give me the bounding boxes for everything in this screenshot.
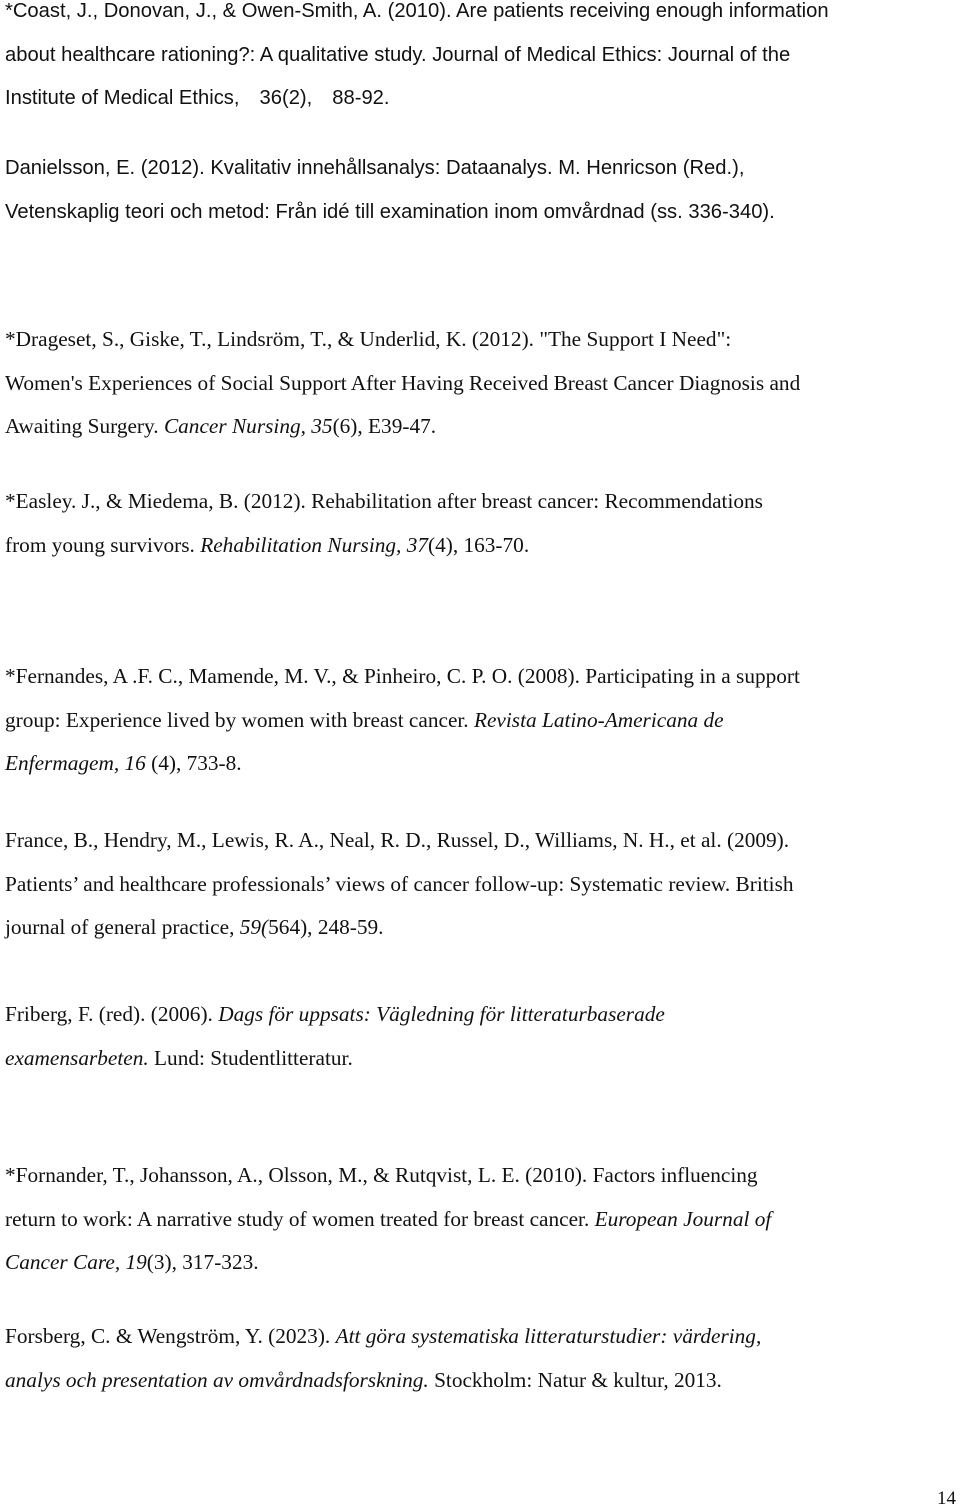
- reference-line: *Fernandes, A .F. C., Mamende, M. V., & Pinheiro, C. P. O. (2008). Participating in a support: [5, 664, 800, 688]
- reference-drageset: [5, 318, 960, 449]
- publisher: Stockholm: Natur & kultur, 2013.: [434, 1367, 722, 1392]
- journal-title: Rehabilitation Nursing, 37: [200, 532, 428, 557]
- journal-volume: 59(: [239, 915, 269, 939]
- reference-line: [5, 993, 960, 1037]
- reference-line: [5, 906, 960, 950]
- reference-fernandes: [5, 655, 960, 786]
- book-title: Dags för uppsats: Vägledning för litteraturbaserade: [218, 1002, 665, 1026]
- reference-line: France, B., Hendry, M., Lewis, R. A., Neal, R. D., Russel, D., Williams, N. H., et al. (2009).: [5, 828, 790, 852]
- book-title: analys och presentation av omvårdnadsforskning.: [5, 1367, 429, 1392]
- reference-friberg: [5, 993, 960, 1080]
- reference-pages: (4), 733-8.: [151, 751, 242, 775]
- reference-line: *Fornander, T., Johansson, A., Olsson, M., & Rutqvist, L. E. (2010). Factors influencing: [5, 1163, 758, 1187]
- reference-text: from young survivors.: [5, 532, 195, 557]
- reference-line: *Easley. J., & Miedema, B. (2012). Rehabilitation after breast cancer: Recommendations: [5, 489, 763, 513]
- reference-line: [5, 405, 960, 449]
- reference-line: [5, 1037, 960, 1081]
- reference-pages: (4), 163-70.: [428, 532, 530, 557]
- reference-text: journal of general practice,: [5, 915, 235, 939]
- reference-text: group: Experience lived by women with breast cancer.: [5, 707, 469, 732]
- reference-pages: (6), E39-47.: [332, 414, 437, 438]
- book-title: Att göra systematiska litteraturstudier: värdering,: [335, 1324, 762, 1348]
- reference-france: [5, 819, 960, 950]
- reference-line: [5, 1198, 960, 1242]
- reference-line: [5, 1315, 960, 1359]
- reference-line: [5, 524, 960, 568]
- reference-line: *Coast, J., Donovan, J., & Owen-Smith, A. (2010). Are patients receiving enough information: [5, 0, 829, 22]
- reference-text: Institute of Medical Ethics,: [5, 87, 240, 109]
- publisher: Lund: Studentlitteratur.: [154, 1045, 353, 1070]
- reference-text: Awaiting Surgery.: [5, 414, 159, 438]
- reference-line: [5, 699, 960, 743]
- reference-line: [5, 742, 960, 786]
- reference-pages: 564), 248-59.: [268, 915, 384, 939]
- reference-pages: (3), 317-323.: [146, 1250, 259, 1274]
- reference-line: Women's Experiences of Social Support After Having Received Breast Cancer Diagnosis and: [5, 370, 801, 395]
- reference-line: [5, 34, 960, 78]
- reference-coast: [5, 0, 960, 121]
- reference-line: *Drageset, S., Giske, T., Lindsröm, T., & Underlid, K. (2012). "The Support I Need":: [5, 327, 732, 351]
- reference-line: Patients’ and healthcare professionals’ views of cancer follow-up: Systematic review. British: [5, 871, 794, 896]
- reference-line: [5, 1359, 960, 1403]
- reference-easley: [5, 480, 960, 567]
- book-title: examensarbeten.: [5, 1045, 149, 1070]
- reference-text: Forsberg, C. & Wengström, Y. (2023).: [5, 1324, 331, 1348]
- reference-line: [5, 77, 960, 121]
- reference-pages: 88-92.: [332, 87, 390, 109]
- journal-title: European Journal of: [594, 1206, 772, 1231]
- reference-text: about healthcare rationing?: A qualitative study. Journal of Medical Ethics: Journal of the: [5, 43, 791, 66]
- reference-line: [5, 1241, 960, 1285]
- reference-fornander: [5, 1154, 960, 1285]
- reference-text: Friberg, F. (red). (2006).: [5, 1002, 213, 1026]
- reference-forsberg: [5, 1315, 960, 1402]
- reference-line: Danielsson, E. (2012). Kvalitativ innehållsanalys: Dataanalys. M. Henricson (Red.),: [5, 157, 745, 179]
- journal-title: Cancer Nursing, 35: [163, 414, 333, 438]
- reference-volume: 36(2),: [259, 87, 313, 109]
- reference-danielsson: [5, 147, 960, 234]
- reference-text: return to work: A narrative study of women treated for breast cancer.: [5, 1206, 590, 1231]
- reference-line: Vetenskaplig teori och metod: Från idé till examination inom omvårdnad (ss. 336-340).: [5, 200, 775, 223]
- page-number: 14: [937, 1488, 956, 1509]
- journal-title: Enfermagem, 16: [5, 751, 146, 775]
- journal-title: Cancer Care, 19: [5, 1250, 147, 1274]
- journal-title: Revista Latino-Americana de: [473, 707, 724, 732]
